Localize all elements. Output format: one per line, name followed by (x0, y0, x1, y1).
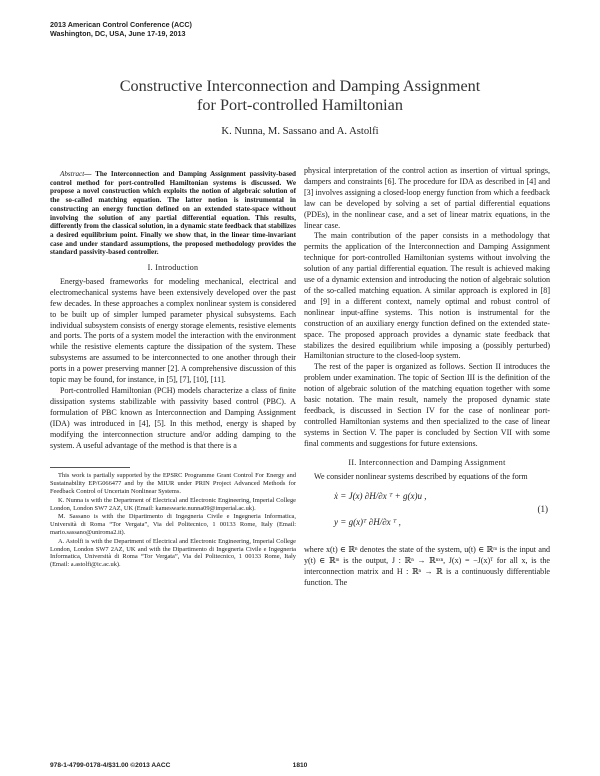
footnote-author-1: K. Nunna is with the Department of Electrical and Electronic Engineering, Imperial College London, London SW7 2AZ, UK (Email: kameswarie.nunna09@imperial.ac.uk). (50, 496, 296, 512)
authors: K. Nunna, M. Sassano and A. Astolfi (221, 126, 379, 137)
right-column (304, 166, 550, 589)
equation-number: (1) (537, 504, 548, 515)
section-2-paragraph-1: We consider nonlinear systems described by equations of the form (314, 472, 528, 482)
section-2-heading: II. Interconnection and Damping Assignment (348, 457, 506, 467)
footnote-rule (50, 467, 130, 468)
intro-paragraph-2: Port-controlled Hamiltonian (PCH) models characterize a class of finite dissipation systems stabilizable with passivity based control (PBC). A formulation of PBC known as Interconnection and Damping Assignment (IDA) was introduced in [4], [5]. In this method, energy is shaped by modifying the interconnection structure and/or adding damping to the system. A useful advantage of the method is that there is a (50, 386, 296, 450)
footer-copyright: 978-1-4799-0178-4/$31.00 ©2013 AACC (50, 762, 171, 769)
abstract (50, 170, 296, 257)
conference-name: 2013 American Control Conference (ACC) (50, 20, 192, 29)
page-number: 1810 (292, 762, 308, 769)
right-paragraph-1: physical interpretation of the control action as insertion of virtual springs, dampers and constraints [6]. The procedure for IDA as described in [4] and [3] involves assigning a closed-loop energy function from which a feedback law can be developed by solving a set of partial differential equations (PDEs), in the nonlinear case, and a set of linear matrix equations, in the linear case. (304, 166, 550, 230)
title-line-2: for Port-controlled Hamiltonian (197, 96, 403, 114)
right-paragraph-2: The main contribution of the paper consists in a methodology that permits the application of the Interconnection and Damping Assignment technique for port-controlled Hamiltonian systems without involving the solution of any partial differential equation. The result is achieved making use of a dynamic extension and introducing the notion of algebraic solution of the so-called matching equation. A similar approach is explored in [8] and [9] in a different context, namely optimal and robust control of nonlinear input-affine systems. This notion is instrumental for the construction of an auxiliary energy function defined on the extended state-space. The proposed approach provides a dynamic state feedback that stabilizes the desired equilibrium while imposing a (possibly perturbed) Hamiltonian structure to the closed-loop system. (304, 231, 550, 361)
equation-1 (304, 487, 550, 541)
paper-title (0, 77, 600, 115)
right-paragraph-3: The rest of the paper is organized as follows. Section II introduces the problem under examination. The topic of Section III is the definition of the notion of algebraic solution of the matching equation together with some basic notation. The main result, namely the proposed dynamic state feedback, is discussed in Section IV for the case of nonlinear port-controlled Hamiltonian systems and then specialized to the case of linear systems in Section V. The paper is concluded by Section VII with some final comments and suggestions for future extensions. (304, 362, 550, 448)
left-column (50, 170, 296, 570)
footnote-funding: This work is partially supported by the EPSRC Programme Grant Control For Energy and Sustainability EP/G066477 and by the MIUR under PRIN Project Advanced Methods for Feedback Control of Uncertain Nonlinear Systems. (50, 472, 296, 496)
abstract-text: — The Interconnection and Damping Assignment passivity-based control method for port-controlled Hamiltonian systems is discussed. We propose a novel construction which exploits the notion of algebraic solution of the so-called matching equation. The latter notion is instrumental in constructing an energy function defined on an extended state-space without involving the solution of any partial differential equation. This results, differently from the classical solution, in a dynamic state feedback that stabilizes a desired equilibrium point. Finally we show that, in the linear time-invariant case and under standard assumptions, the proposed methodology provides the standard passivity-based controller. (50, 170, 296, 257)
section-1-heading: I. Introduction (147, 263, 199, 273)
footnote-author-2: M. Sassano is with the Dipartimento di Ingegneria Civile e Ingegneria Informatica, Università di Roma “Tor Vergata”, Via del Politecnico, 1 00133 Rome, Italy (Email: mario.sassano@uniroma2.it). (50, 513, 296, 537)
conference-header (50, 21, 192, 38)
equation-row-1: ẋ = J(x) ∂H/∂x ᵀ + g(x)u , (334, 491, 427, 502)
title-line-1: Constructive Interconnection and Damping Assignment (119, 77, 481, 95)
intro-paragraph-1: Energy-based frameworks for modeling mechanical, electrical and electromechanical systems have been extensively developed over the past few decades. In these approaches a complex nonlinear system is considered to be built up of simpler lumped parameter physical subsystems. Each individual subsystem consists of energy storage elements, resistive elements and ports. The ports of a system model the interaction with the environment while the resistive elements capture the dissipation of the system. These subsystems are assumed to be interconnected to one another through their ports in a power preserving manner [2]. A comprehensive discussion of this topic may be found, for instance, in [5], [7], [10], [11]. (50, 276, 296, 385)
section-2-paragraph-2: where x(t) ∈ ℝⁿ denotes the state of the system, u(t) ∈ ℝᵐ is the input and y(t) ∈ ℝᵐ is the output, J : ℝⁿ → ℝⁿˣⁿ, J(x) = −J(x)ᵀ for all x, is the interconnection matrix and H : ℝⁿ → ℝ is a continuously differentiable function. The (304, 545, 550, 588)
footnote-author-3: A. Astolfi is with the Department of Electrical and Electronic Engineering, Imperial College London, London SW7 2AZ, UK and with the Dipartimento di Ingegneria Civile e Ingegneria Informatica, Università di Roma “Tor Vergata”, Via del Politecnico, 1 00133 Rome, Italy (Email: a.astolfi@ic.ac.uk). (50, 537, 296, 569)
abstract-label: Abstract (60, 170, 85, 178)
conference-location: Washington, DC, USA, June 17-19, 2013 (50, 28, 186, 38)
equation-row-2: y = g(x)ᵀ ∂H/∂x ᵀ , (334, 517, 401, 528)
